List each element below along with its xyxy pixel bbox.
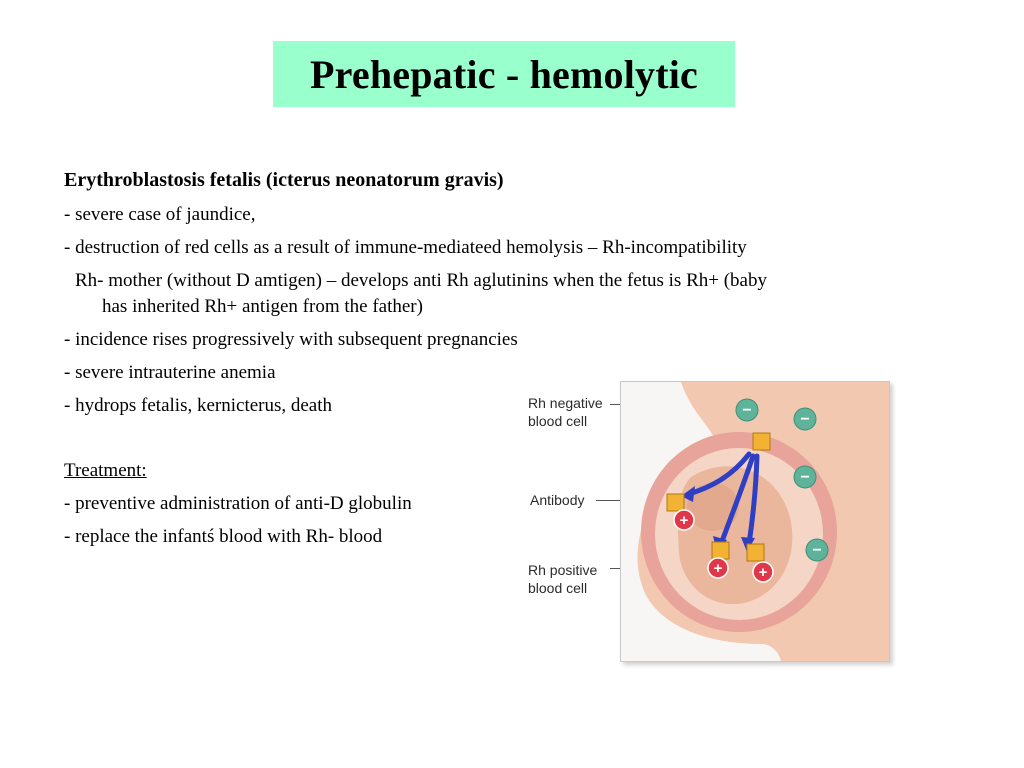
antibody-middle (712, 542, 729, 559)
minus-sign-2: − (800, 411, 810, 428)
plus-sign-3: + (758, 564, 768, 581)
minus-sign-4: − (812, 542, 822, 559)
treatment-item-2: - replace the infantś blood with Rh- blood (64, 526, 383, 547)
body-line-2: - destruction of red cells as a result of immune-mediateed hemolysis – Rh-incompatibility (64, 237, 747, 258)
body-heading: Erythroblastosis fetalis (icterus neonatorum gravis) (64, 169, 504, 191)
slide-title: Prehepatic - hemolytic (310, 51, 698, 97)
antibody-right (747, 544, 764, 561)
body-line-6: - severe intrauterine anemia (64, 362, 276, 383)
body-line-5: - incidence rises progressively with subsequent pregnancies (64, 329, 518, 350)
body-line-1: - severe case of jaundice, (64, 204, 256, 225)
plus-sign-1: + (679, 512, 689, 529)
label-rh-positive-line-2: blood cell (528, 580, 588, 596)
label-rh-positive (528, 561, 597, 597)
title-box (273, 41, 735, 107)
rh-incompatibility-illustration (620, 381, 890, 662)
pregnancy-illustration-svg (621, 382, 889, 661)
label-rh-negative-line-1: Rh negative (528, 395, 603, 411)
label-rh-positive-line-1: Rh positive (528, 562, 598, 578)
body-line-4: has inherited Rh+ antigen from the father) (102, 296, 423, 317)
label-antibody: Antibody (530, 492, 585, 508)
treatment-item-1: - preventive administration of anti-D globulin (64, 493, 412, 514)
label-rh-negative (528, 394, 603, 430)
antibody-maternal (753, 433, 770, 450)
plus-sign-2: + (713, 560, 723, 577)
antibody-left (667, 494, 684, 511)
body-line-7: - hydrops fetalis, kernicterus, death (64, 395, 333, 416)
body-line-3: Rh- mother (without D amtigen) – develops anti Rh aglutinins when the fetus is Rh+ (baby (75, 270, 767, 291)
label-rh-negative-line-2: blood cell (528, 413, 588, 429)
minus-sign-1: − (742, 402, 752, 419)
treatment-label: Treatment: (64, 460, 147, 481)
minus-sign-3: − (800, 469, 810, 486)
